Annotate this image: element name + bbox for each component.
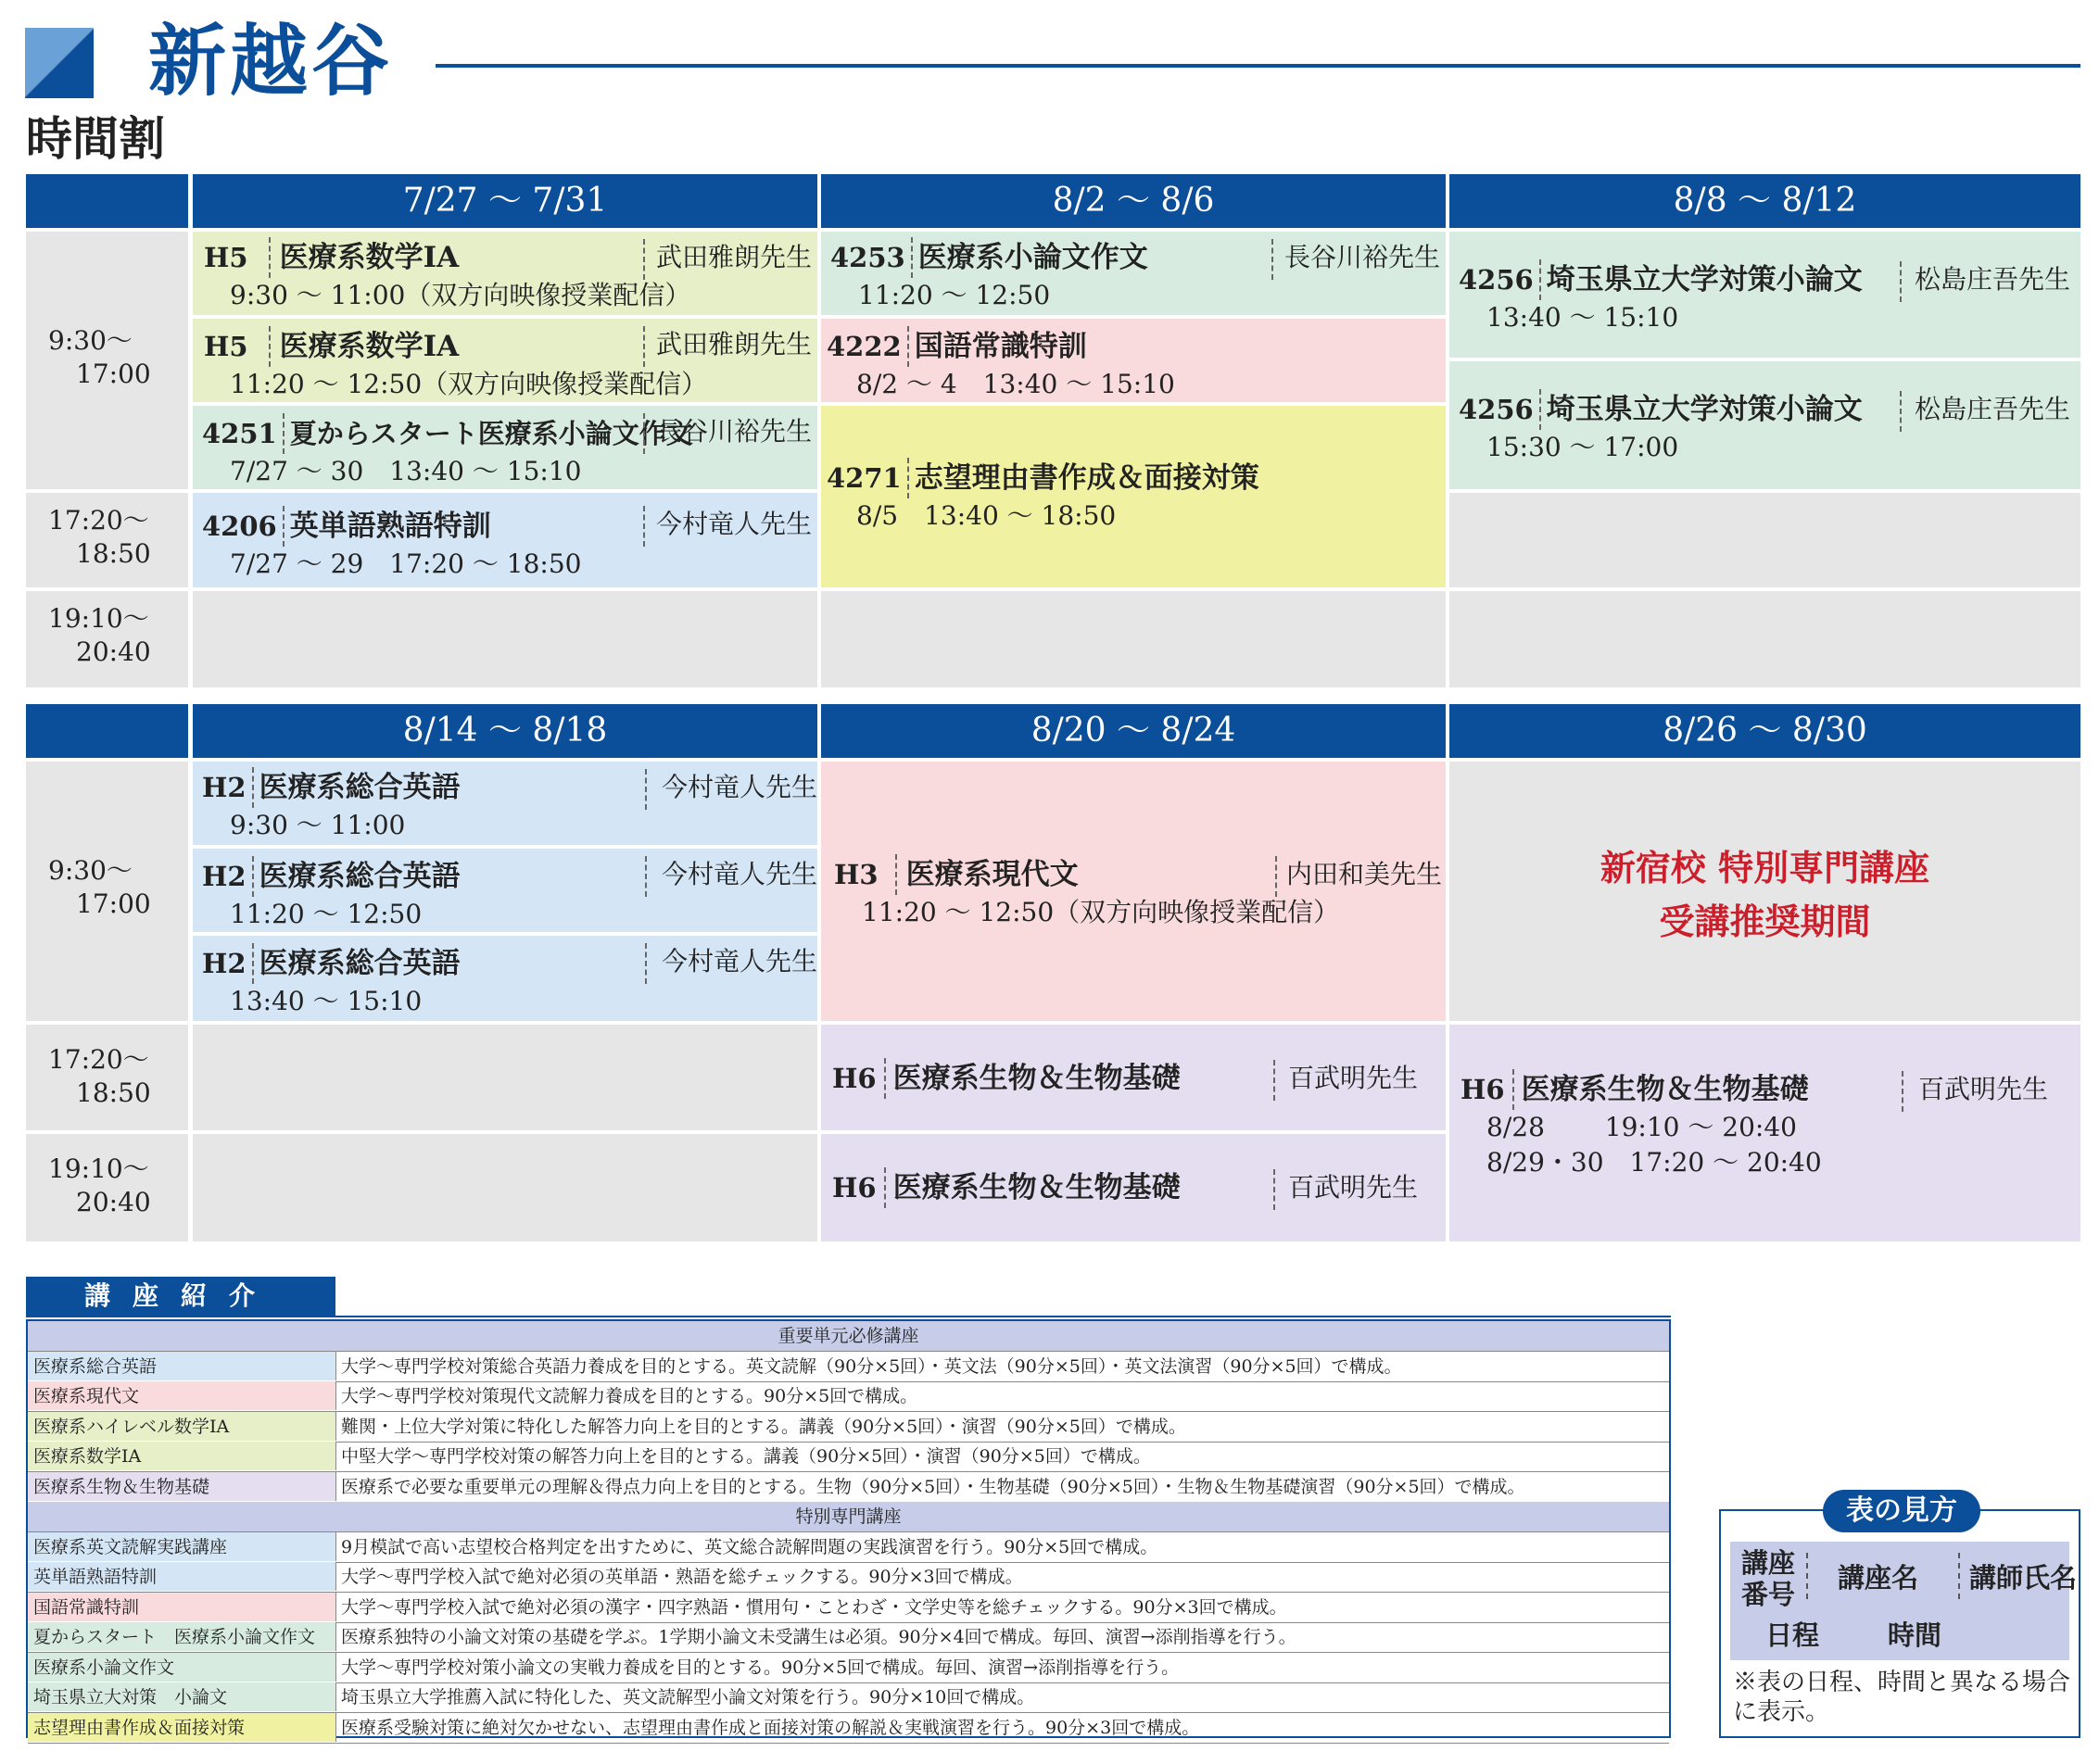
intro-course-name: 英単語熟語特訓 <box>28 1562 336 1591</box>
intro-course-name: 志望理由書作成＆面接対策 <box>28 1713 336 1742</box>
week-header: 8/20 ～ 8/24 <box>821 704 1446 758</box>
intro-course-name: 医療系生物＆生物基礎 <box>28 1472 336 1501</box>
class-cell[interactable] <box>193 849 817 932</box>
course-code: H6 <box>1460 1074 1505 1105</box>
course-title: 医療系総合英語 <box>259 947 461 980</box>
course-schedule: 11:20 ～ 12:50（双方向映像授業配信） <box>862 897 1340 927</box>
course-schedule: 11:20 ～ 12:50 <box>230 899 423 929</box>
legend-code-label: 番号 <box>1741 1579 1796 1610</box>
special-notice-line: 受講推奨期間 <box>1659 901 1871 942</box>
empty-cell <box>1449 591 2080 687</box>
course-schedule: 8/5 13:40 ～ 18:50 <box>856 500 1117 531</box>
intro-course-name: 国語常識特訓 <box>28 1593 336 1621</box>
course-schedule: 9:30 ～ 11:00 <box>230 810 406 840</box>
class-cell[interactable] <box>821 762 1446 1021</box>
intro-course-description: 大学～専門学校対策現代文読解力養成を目的とする。90分×5回で構成。 <box>341 1386 918 1406</box>
teacher-name: 長谷川裕先生 <box>656 416 813 447</box>
course-schedule: 7/27 ～ 29 17:20 ～ 18:50 <box>230 548 582 579</box>
intro-row <box>28 1352 1669 1382</box>
legend-course-name: 講座名 <box>1838 1562 1919 1594</box>
intro-course-name: 医療系ハイレベル数学ⅠA <box>28 1412 336 1441</box>
time-slot: 19:10～ 20:40 <box>26 1134 188 1241</box>
class-cell[interactable] <box>821 232 1446 315</box>
teacher-name: 今村竜人先生 <box>662 772 818 802</box>
intro-course-name: 医療系総合英語 <box>28 1352 336 1380</box>
empty-cell <box>821 591 1446 687</box>
intro-row <box>28 1381 1669 1412</box>
legend-schedule: 日程 <box>1765 1619 1820 1651</box>
intro-row <box>28 1532 1669 1563</box>
intro-row <box>28 1442 1669 1472</box>
teacher-name: 百武明先生 <box>1288 1063 1419 1093</box>
time-slot: 9:30～ 17:00 <box>26 762 188 1021</box>
intro-tab: 講座紹介 <box>26 1277 335 1316</box>
teacher-name: 百武明先生 <box>1288 1172 1419 1203</box>
class-cell[interactable] <box>193 232 817 315</box>
intro-row <box>28 1562 1669 1593</box>
course-title: 医療系小論文作文 <box>917 241 1148 274</box>
course-title: 医療系数学ⅠA <box>279 241 460 274</box>
special-period-cell <box>1449 762 2080 1021</box>
intro-course-name: 医療系数学ⅠA <box>28 1442 336 1470</box>
intro-course-description: 大学～専門学校入試で絶対必須の英単語・熟語を総チェックする。90分×3回で構成。 <box>341 1567 1023 1587</box>
course-title: 国語常識特訓 <box>914 330 1087 363</box>
course-title: 志望理由書作成＆面接対策 <box>914 461 1259 495</box>
intro-course-name: 夏からスタート 医療系小論文作文 <box>28 1622 336 1651</box>
legend-code-label: 講座 <box>1741 1547 1796 1579</box>
week-header: 8/8 ～ 8/12 <box>1449 174 2080 228</box>
course-title: 医療系総合英語 <box>259 860 461 893</box>
course-code: H6 <box>832 1063 877 1094</box>
legend-note: ※表の日程、時間と異なる場合に表示。 <box>1733 1669 2071 1726</box>
class-cell[interactable] <box>193 762 817 845</box>
intro-row <box>28 1472 1669 1503</box>
intro-row <box>28 1412 1669 1443</box>
course-title: 埼玉県立大学対策小論文 <box>1546 393 1863 426</box>
course-title: 医療系現代文 <box>905 858 1079 891</box>
intro-section-heading: 重要単元必修講座 <box>28 1321 1669 1352</box>
title-mark-icon <box>25 28 94 98</box>
header-corner <box>26 174 188 228</box>
course-title: 医療系生物＆生物基礎 <box>892 1171 1181 1204</box>
empty-cell <box>1449 493 2080 587</box>
class-cell[interactable] <box>821 1134 1446 1241</box>
page-subtitle: 時間割 <box>26 111 165 166</box>
teacher-name: 内田和美先生 <box>1286 859 1443 889</box>
teacher-name: 今村竜人先生 <box>656 509 813 539</box>
week-header: 8/26 ～ 8/30 <box>1449 704 2080 758</box>
time-slot: 9:30～ 17:00 <box>26 232 188 489</box>
course-code: H3 <box>834 859 879 890</box>
intro-course-description: 医療系独特の小論文対策の基礎を学ぶ。1学期小論文未受講生は必須。90分×4回で構成。毎回、演習→添削指導を行う。 <box>341 1627 1296 1647</box>
course-title: 医療系数学ⅠA <box>279 330 460 363</box>
intro-course-description: 難関・上位大学対策に特化した解答力向上を目的とする。講義（90分×5回）・演習（90分×5回）で構成。 <box>341 1416 1186 1437</box>
intro-course-description: 医療系受験対策に絶対欠かせない、志望理由書作成と面接対策の解説＆実戦演習を行う。90分×3回で構成。 <box>341 1717 1200 1738</box>
intro-row <box>28 1593 1669 1623</box>
course-title: 埼玉県立大学対策小論文 <box>1546 263 1863 296</box>
time-slot: 17:20～ 18:50 <box>26 1025 188 1130</box>
teacher-name: 今村竜人先生 <box>662 946 818 976</box>
course-schedule: 11:20 ～ 12:50 <box>858 280 1051 310</box>
week-header: 8/2 ～ 8/6 <box>821 174 1446 228</box>
course-code: H5 <box>204 242 248 273</box>
class-cell[interactable] <box>193 493 817 587</box>
course-code: 4206 <box>202 510 277 542</box>
intro-row <box>28 1653 1669 1683</box>
legend-time: 時間 <box>1888 1619 1942 1651</box>
course-code: 4271 <box>827 462 902 494</box>
course-schedule: 8/28 19:10 ～ 20:40 <box>1486 1112 1797 1142</box>
course-title: 医療系総合英語 <box>259 771 461 804</box>
intro-course-name: 医療系英文読解実践講座 <box>28 1532 336 1561</box>
course-code: 4256 <box>1459 264 1534 296</box>
class-cell[interactable] <box>821 1025 1446 1130</box>
empty-cell <box>193 1134 817 1241</box>
course-schedule: 8/29・30 17:20 ～ 20:40 <box>1486 1147 1822 1178</box>
intro-row <box>28 1622 1669 1653</box>
campus-title: 新越谷 <box>148 15 394 107</box>
teacher-name: 百武明先生 <box>1918 1074 2049 1104</box>
legend-tab: 表の見方 <box>1823 1490 1980 1532</box>
intro-course-description: 9月模試で高い志望校合格判定を出すために、英文総合読解問題の実践演習を行う。90分×5回で構成。 <box>341 1536 1158 1557</box>
course-schedule: 8/2 ～ 4 13:40 ～ 15:10 <box>856 369 1175 399</box>
class-cell[interactable] <box>1449 1025 2080 1241</box>
course-code: 4253 <box>830 242 905 273</box>
class-cell[interactable] <box>1449 361 2080 489</box>
course-title: 医療系生物＆生物基礎 <box>1521 1073 1809 1106</box>
course-code: H2 <box>202 861 247 892</box>
course-schedule: 15:30 ～ 17:00 <box>1486 432 1679 462</box>
course-code: 4222 <box>827 331 902 362</box>
time-slot: 19:10～ 20:40 <box>26 591 188 687</box>
course-title: 医療系生物＆生物基礎 <box>892 1062 1181 1095</box>
intro-row <box>28 1682 1669 1713</box>
class-cell[interactable] <box>193 406 817 489</box>
class-cell[interactable] <box>821 319 1446 402</box>
empty-cell <box>193 591 817 687</box>
teacher-name: 武田雅朗先生 <box>656 329 813 359</box>
time-slot: 17:20～ 18:50 <box>26 493 188 587</box>
intro-course-description: 埼玉県立大学推薦入試に特化した、英文読解型小論文対策を行う。90分×10回で構成。 <box>341 1687 1035 1707</box>
course-schedule: 13:40 ～ 15:10 <box>1486 302 1679 333</box>
empty-cell <box>193 1025 817 1130</box>
course-code: H6 <box>832 1172 877 1203</box>
teacher-name: 長谷川裕先生 <box>1284 242 1441 272</box>
course-schedule: 9:30 ～ 11:00（双方向映像授業配信） <box>230 280 691 310</box>
course-code: H5 <box>204 331 248 362</box>
intro-course-description: 中堅大学～専門学校対策の解答力向上を目的とする。講義（90分×5回）・演習（90分×5回）で構成。 <box>341 1446 1151 1467</box>
special-notice-line: 新宿校 特別専門講座 <box>1600 847 1930 888</box>
class-cell[interactable] <box>193 936 817 1021</box>
intro-course-description: 大学～専門学校対策小論文の実戦力養成を目的とする。90分×5回で構成。毎回、演習→添削指導を行う。 <box>341 1657 1180 1678</box>
course-schedule: 11:20 ～ 12:50（双方向映像授業配信） <box>230 369 708 399</box>
week-header: 8/14 ～ 8/18 <box>193 704 817 758</box>
legend-sample <box>1730 1542 2078 1660</box>
teacher-name: 松島庄吾先生 <box>1915 394 2071 424</box>
intro-course-name: 医療系現代文 <box>28 1381 336 1410</box>
week-header: 7/27 ～ 7/31 <box>193 174 817 228</box>
intro-course-name: 医療系小論文作文 <box>28 1653 336 1682</box>
course-schedule: 7/27 ～ 30 13:40 ～ 15:10 <box>230 456 582 486</box>
header-rule <box>436 64 2080 68</box>
course-title: 英単語熟語特訓 <box>289 510 491 543</box>
teacher-name: 武田雅朗先生 <box>656 242 813 272</box>
course-intro-table <box>26 1319 1671 1738</box>
intro-course-name: 埼玉県立大対策 小論文 <box>28 1682 336 1711</box>
course-schedule: 13:40 ～ 15:10 <box>230 986 423 1016</box>
teacher-name: 松島庄吾先生 <box>1915 264 2071 295</box>
intro-row <box>28 1713 1669 1744</box>
teacher-name: 今村竜人先生 <box>662 859 818 889</box>
course-code: H2 <box>202 772 247 803</box>
course-code: 4251 <box>202 418 277 449</box>
legend-teacher: 講師氏名 <box>1969 1562 2078 1594</box>
class-cell[interactable] <box>1449 232 2080 358</box>
intro-tab-rule <box>26 1316 1671 1317</box>
course-title: 夏からスタート医療系小論文作文 <box>289 418 693 449</box>
class-cell[interactable] <box>193 319 817 402</box>
class-cell[interactable] <box>821 406 1446 587</box>
intro-course-description: 大学～専門学校対策総合英語力養成を目的とする。英文読解（90分×5回）・英文法（90分×5回）・英文法演習（90分×5回）で構成。 <box>341 1355 1402 1377</box>
intro-course-description: 医療系で必要な重要単元の理解＆得点力向上を目的とする。生物（90分×5回）・生物基礎（90分×5回）・生物＆生物基礎演習（90分×5回）で構成。 <box>341 1476 1525 1497</box>
intro-course-description: 大学～専門学校入試で絶対必須の漢字・四字熟語・慣用句・ことわざ・文学史等を総チェックする。90分×3回で構成。 <box>341 1596 1287 1618</box>
course-code: 4256 <box>1459 394 1534 425</box>
course-code: H2 <box>202 948 247 979</box>
intro-section-heading: 特別専門講座 <box>28 1502 1669 1532</box>
header-corner <box>26 704 188 758</box>
